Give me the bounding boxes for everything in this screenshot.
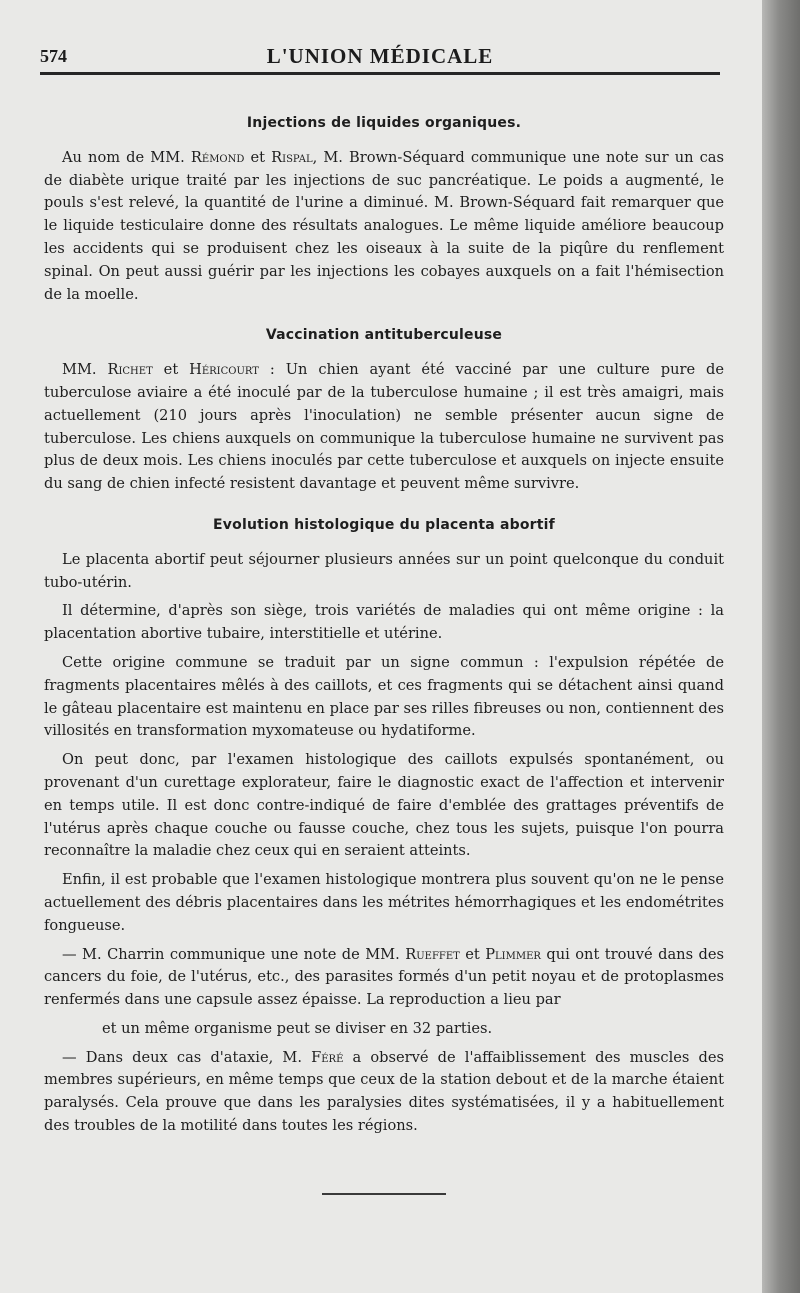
author-name: Rueffet [405,945,460,963]
author-name: Richet [107,361,153,379]
footer-rule [322,1193,446,1195]
journal-title: L'UNION MÉDICALE [266,44,494,68]
section-gap [44,312,724,324]
author-name: Féré [311,1048,344,1066]
author-name: Héricourt [189,361,259,379]
section-title-vaccination: Vaccination antituberculeuse [265,327,503,344]
paragraph-placenta-2: Il détermine, d'après son siège, trois variétés de maladies qui ont même origine : la placentation abortive tubaire, interstitielle et utérine. [44,602,724,643]
page-number: 574 [40,46,67,66]
paragraph-injections [44,147,724,307]
paragraph-charrin-continued: et un même organisme peut se diviser en 32 parties. [102,1019,493,1037]
paragraph-placenta-5: Enfin, il est probable que l'examen histologique montrera plus souvent qu'on ne le pense actuellement des débris placentaires dans les métrites hémorrhagiques et les endométrites fongueuse. [44,871,724,934]
paragraph-placenta-3: Cette origine commune se traduit par un signe commun : l'expulsion répétée de fragments placentaires mêlés à des caillots, et ces fragments qui se détachent ainsi quand le gâteau placentaire est maintenu en place par ses rilles fibreuses ou non, contiennent des villosités en transformation myxomateuse ou hydatiforme. [44,653,724,740]
section-title-injections: Injections de liquides organiques. [246,115,522,131]
section-title-placenta: Evolution histologique du placenta abortif [213,516,555,533]
text-run: Au nom de MM. [62,148,191,166]
paragraph-placenta-4: On peut donc, par l'examen histologique des caillots expulsés spontanément, ou provenant d'un curettage explorateur, faire le diagnostic exact de l'affection et intervenir en temps utile. Il est donc contre-indiqué de faire d'emblée des grattages préventifs de l'utérus après chaque couche ou fausse couche, chez tous les sujets, puisque l'on pourra reconnaître la maladie chez ceux qui en seraient atteints. [44,751,724,860]
paragraph-charrin [44,944,724,1012]
book-spine-shadow [762,0,800,1293]
paragraph-fere [44,1047,724,1138]
header-rule [40,72,720,75]
text-run: et [152,361,190,379]
author-name: Rispal [271,148,313,166]
text-run: — M. Charrin communique une note de MM. [62,945,406,963]
text-run: et [459,945,486,963]
text-run: MM. [62,361,108,379]
author-name: Rémond [190,148,245,166]
paragraph-vaccination [44,359,724,496]
text-run: et [244,148,272,166]
author-name: Plimmer [485,945,541,963]
text-run: , M. Brown-Séquard communique une note sur un cas de diabète urique traité par les injections de suc pancréatique. Le poids a augmenté, le pouls s'est relevé, la quantité de l'urine a diminué. M. Brown-Séquard fait remarquer que le liquide testiculaire donne des résultats analogues. Le même liquide améliore beaucoup les accidents qui se produisent chez les oiseaux à la suite de la piqûre du renflement spinal. On peut aussi guérir par les injections les cobayes auxquels on a fait l'hémisection de la moelle. [44,148,724,303]
text-run: a observé de l'affaiblissement des muscles des membres supérieurs, en même temps que ceux de la station debout et de la marche étaient paralysés. Cela prouve que dans les paralysies dites systématisées, il y a habituellement des troubles de la motilité dans toutes les régions. [44,1048,724,1135]
text-run: — Dans deux cas d'ataxie, M. [62,1048,312,1066]
paragraph-placenta-1: Le placenta abortif peut séjourner plusieurs années sur un point quelconque du conduit tubo-utérin. [44,550,724,591]
section-gap [44,502,724,514]
article-body [44,112,724,1144]
text-run: : Un chien ayant été vacciné par une culture pure de tuberculose aviaire a été inoculé par de la tuberculose humaine ; il est très amaigri, mais actuellement (210 jours après l'inoculation) ne semble présenter aucun signe de tuberculose. Les chiens auxquels on communique la tuberculose humaine ne survivent pas plus de deux mois. Les chiens inoculés par cette tuberculose et auxquels on injecte ensuite du sang de chien infecté resistent davantage et peuvent même survivre. [44,361,725,493]
text-run: qui ont trouvé dans des cancers du foie, de l'utérus, etc., des parasites formés d'un petit noyau et de protoplasmes renfermés dans une capsule assez épaisse. La reproduction a lieu par [44,945,724,1009]
page-header [40,40,720,74]
